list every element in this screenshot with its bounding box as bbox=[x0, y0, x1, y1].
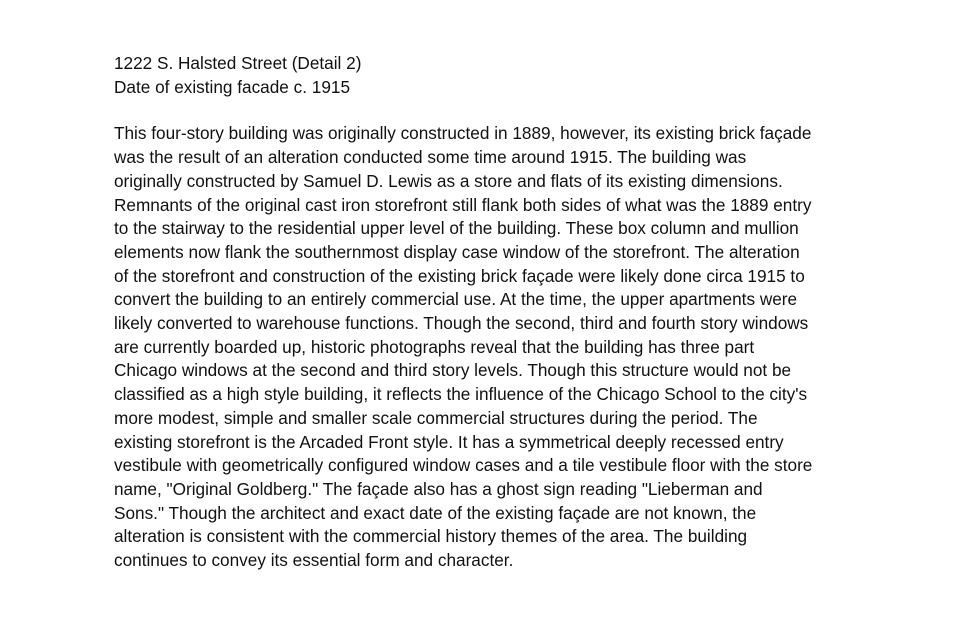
paragraph-line: elements now flank the southernmost display case window of the storefront. The alteration bbox=[114, 241, 800, 262]
paragraph-line: convert the building to an entirely commercial use. At the time, the upper apartments were bbox=[114, 289, 798, 310]
paragraph-line: name, "Original Goldberg." The façade also has a ghost sign reading "Lieberman and bbox=[114, 478, 763, 499]
facade-date: Date of existing facade c. 1915 bbox=[114, 76, 351, 97]
paragraph-line: Chicago windows at the second and third story levels. Though this structure would not be bbox=[114, 360, 792, 381]
paragraph-line: are currently boarded up, historic photographs reveal that the building has three part bbox=[114, 336, 755, 357]
paragraph-line: vestibule with geometrically configured window cases and a tile vestibule floor with the store bbox=[114, 455, 813, 476]
paragraph-line: This four-story building was originally constructed in 1889, however, its existing brick façade bbox=[114, 123, 812, 144]
document-title: 1222 S. Halsted Street (Detail 2) bbox=[114, 53, 362, 73]
paragraph-line: classified as a high style building, it reflects the influence of the Chicago School to the city's bbox=[114, 384, 808, 405]
document-heading bbox=[114, 52, 854, 99]
paragraph-line: of the storefront and construction of the existing brick façade were likely done circa 1915 to bbox=[114, 265, 805, 286]
paragraph-line: Sons." Though the architect and exact date of the existing façade are not known, the bbox=[114, 502, 757, 523]
paragraph-line: likely converted to warehouse functions. Though the second, third and fourth story windows bbox=[114, 313, 809, 334]
paragraph-line: originally constructed by Samuel D. Lewis as a store and flats of its existing dimensions. bbox=[114, 170, 783, 191]
paragraph-line: to the stairway to the residential upper level of the building. These box column and mullion bbox=[114, 218, 799, 239]
paragraph-line: existing storefront is the Arcaded Front style. It has a symmetrical deeply recessed entry bbox=[114, 431, 784, 452]
paragraph-line: was the result of an alteration conducted some time around 1915. The building was bbox=[114, 147, 747, 168]
paragraph-line: alteration is consistent with the commercial history themes of the area. The building bbox=[114, 526, 748, 547]
paragraph-line: continues to convey its essential form and character. bbox=[114, 550, 514, 571]
paragraph-line: Remnants of the original cast iron storefront still flank both sides of what was the 1889 entry bbox=[114, 194, 812, 215]
description-paragraph bbox=[114, 122, 854, 572]
document-page bbox=[114, 52, 854, 573]
paragraph-line: more modest, simple and smaller scale commercial structures during the period. The bbox=[114, 407, 758, 428]
